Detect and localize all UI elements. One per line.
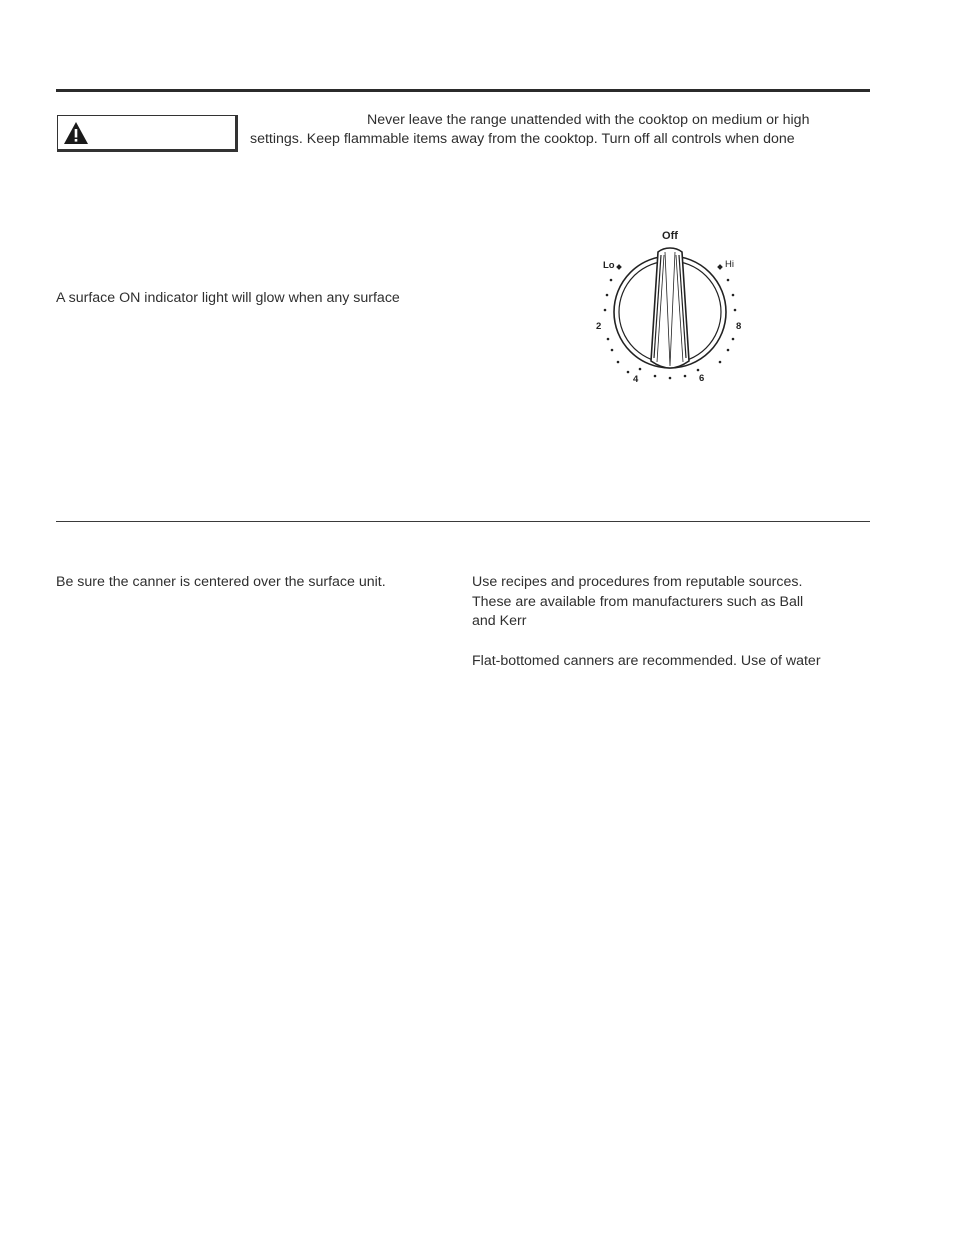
hi-label: Hi: [725, 259, 734, 270]
setting-6-label: 6: [699, 373, 705, 384]
setting-2-label: 2: [596, 321, 602, 332]
indicator-light-text: A surface ON indicator light will glow when any surface: [56, 290, 400, 306]
top-rule: [56, 89, 870, 92]
control-knob-diagram: [585, 222, 755, 392]
warning-text-line-1: Never leave the range unattended with the cooktop on medium or high: [367, 112, 810, 128]
canner-centered-text: Be sure the canner is centered over the surface unit.: [56, 574, 386, 590]
recipes-line-1: Use recipes and procedures from reputable sources.: [472, 574, 803, 590]
recipes-line-3: and Kerr: [472, 613, 527, 629]
setting-4-label: 4: [633, 374, 639, 385]
section-divider: [56, 521, 870, 522]
warning-icon: [63, 121, 89, 145]
off-label: Off: [662, 230, 678, 242]
setting-8-label: 8: [736, 321, 742, 332]
flat-bottom-canner-text: Flat-bottomed canners are recommended. Use of water: [472, 653, 821, 669]
lo-label: Lo: [603, 260, 615, 271]
warning-box: [57, 115, 238, 152]
recipes-line-2: These are available from manufacturers such as Ball: [472, 593, 804, 610]
warning-text-line-2: settings. Keep flammable items away from the cooktop. Turn off all controls when done: [250, 131, 795, 147]
recipes-text: [472, 573, 803, 632]
